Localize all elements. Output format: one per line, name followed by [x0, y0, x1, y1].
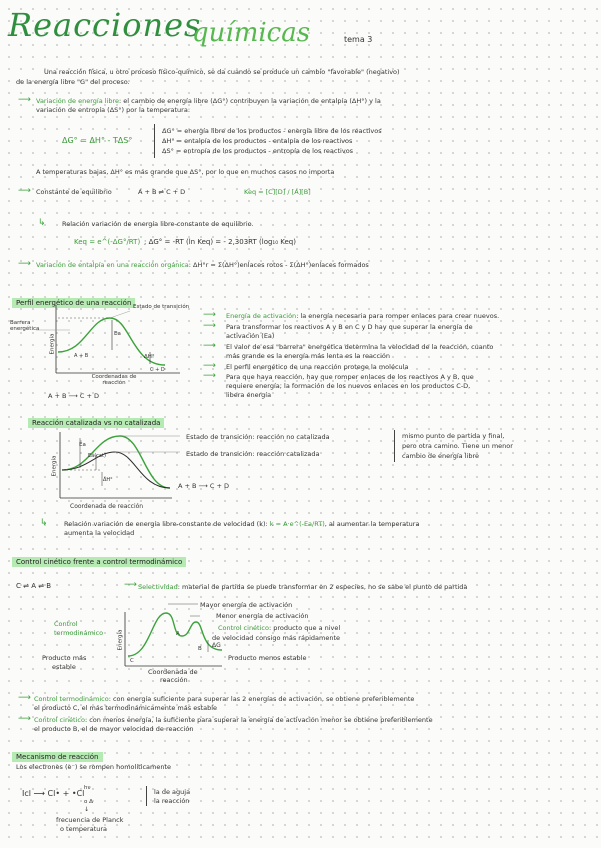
control-cinetico-text-2: de velocidad consigo más rápidamente: [212, 634, 340, 642]
gibbs-formula: ΔG° = ΔH° - TΔS°: [62, 136, 133, 145]
arrow-icon: ⟶: [203, 310, 216, 320]
energia-axis-label: Energía: [49, 333, 56, 355]
arrow-icon: ⟶: [18, 186, 31, 196]
variation-text-2: variación de entropía (ΔS°) por la temperatura:: [36, 106, 191, 114]
selectividad-text: : material de partida se puede transformar en 2 especies, no se sabe el punto de partida: [177, 583, 468, 591]
cat-energia-label: Energía: [51, 455, 58, 477]
arrow-icon: ⟶: [203, 371, 216, 381]
control-coord-1: Coordenada de: [148, 668, 198, 676]
cat-note-1: mismo punto de partida y final,: [402, 432, 505, 440]
rel2-text-c: , al aumentar la temperatura: [324, 520, 420, 528]
cinetico-term: Control cinético: [34, 716, 85, 724]
page-subtitle: químicas: [192, 18, 311, 48]
producto-menos-estable: Producto menos estable: [228, 654, 307, 662]
rel2-formula: k = A·e^(-Ea/RT): [267, 520, 325, 528]
arrow-icon: ⟶: [124, 580, 137, 590]
producto-estable-1: Producto más: [42, 654, 87, 662]
arrow-icon: ⟶: [18, 95, 31, 105]
variation-text-1: : el cambio de energía libre (ΔG°) contribuyen la variación de entalpía (ΔH°) y la: [119, 97, 381, 105]
cat-note-3: cambio de energía libre: [402, 452, 479, 460]
mecanismo-brace: [146, 786, 151, 806]
arrow-icon: ⟶: [18, 259, 31, 269]
cat-note-2: pero otra camino. Tiene un menor: [402, 442, 513, 450]
control-cinetico-text-1: : producto que a nivel: [268, 624, 341, 632]
frecuencia-label-1: frecuencia de Planck: [56, 816, 124, 824]
frecuencia-label-2: o temperatura: [60, 825, 108, 833]
arrow-icon: ⟶: [18, 714, 31, 724]
control-energia-label: Energía: [117, 629, 124, 651]
equilibrium-label: Constante de equilibrio: [36, 188, 112, 196]
ea-definition: : la energía necesaria para romper enlaces para crear nuevos.: [296, 312, 500, 320]
bullet-2a: Para transformar los reactivos A y B en C y D hay que superar la energía de: [226, 323, 473, 331]
termo-term: Control termodinámico: [34, 695, 109, 703]
coord-label: Coordenadas de reacción: [91, 374, 137, 386]
selectividad-term: Selectividad: [138, 583, 178, 591]
rel2-text-d: aumenta la velocidad: [64, 529, 135, 537]
perfil-reaction: A + B ⟶ C + D: [48, 392, 100, 400]
point-a-label: A: [176, 631, 180, 637]
entalpia-text: : ΔH°r = Σ(ΔH°)enlaces rotos - Σ(ΔH°)enlaces formados: [188, 261, 369, 269]
def-dh: ΔH° = entalpía de los productos - entalpía de los reactivos: [162, 137, 353, 145]
def-dg: ΔG° = energía libre de los productos - energía libre de los reactivos: [162, 127, 382, 135]
mecanismo-equation: Icl ⟶ Cl• + •Cl: [22, 789, 85, 798]
mecanismo-note-1: la de aguja: [154, 788, 191, 796]
control-cinetico-term: Control cinético: [218, 624, 269, 632]
hv-label: hν: [84, 785, 91, 791]
page-title: Reacciones: [8, 6, 202, 44]
point-c-label: C: [130, 658, 134, 664]
cat-estado-2: Estado de transición: reacción catalizada: [186, 450, 320, 458]
cat-eacat-label: Ea(cat): [88, 453, 106, 459]
bullet-4: El perfil energético de una reacción protege la molécula: [226, 363, 409, 371]
cat-reaction: A + B ⟶ C + D: [178, 482, 230, 490]
intro-line-2: de la energía libre "G" del proceso.: [16, 78, 130, 86]
barrera-label: Barrera energética: [10, 320, 40, 332]
arrow-icon: ⟶: [203, 341, 216, 351]
dg-rt-formula: ; ΔG° = -RT (ln Keq) = - 2,303RT (log₁₀ Keq): [144, 238, 296, 246]
arrow-icon: ↳: [38, 218, 46, 228]
arrow-icon: ⟶: [18, 693, 31, 703]
intro-line-1: Una reacción física, u otro proceso físico-químico, se da cuando se produce un cambio "favorable" (negativo): [44, 68, 400, 76]
keq-formula: Keq = [C][D] / [A][B]: [244, 188, 311, 196]
arrow-icon: ↳: [40, 518, 48, 528]
termo-text: : con energía suficiente para superar las 2 energías de activación, se obtiene preferiblemente: [108, 695, 415, 703]
arrow-icon: ⟶: [203, 361, 216, 371]
cat-coord-label: Coordenada de reacción: [70, 503, 144, 510]
bullet-5b: requiere energía; la formación de los nuevos enlaces en los productos C-D,: [226, 382, 471, 390]
def-ds: ΔS° = entropía de los productos - entropía de los reactivos: [162, 147, 354, 155]
ea-term: Energía de activación: [226, 312, 297, 320]
control-termo-2: termodinámico: [54, 629, 104, 637]
mecanismo-text: Los electrones (e⁻) se rompen homolíticamente: [16, 763, 172, 771]
mecanismo-note-2: la reacción: [154, 797, 190, 805]
bullet-5a: Para que haya reacción, hay que romper enlaces de los reactivos A y B, que: [226, 373, 474, 381]
mayor-ea-label: Mayor energía de activación: [200, 601, 293, 609]
relation1-text: Relación variación de energía libre-constante de equilibrio.: [62, 220, 254, 228]
control-termo-1: Control: [54, 620, 78, 628]
down-arrow-icon: ↓: [84, 806, 90, 813]
bullet-3a: El valor de esa "barrera" energética determina la velocidad de la reacción, cuanto: [226, 343, 494, 351]
catalizada-header: Reacción catalizada vs no catalizada: [28, 418, 164, 428]
ab-label: A + B: [74, 353, 89, 359]
cinetico-text: : con menos energía, la suficiente para superar la energía de activación menor se obtiene preferiblemente: [84, 716, 433, 724]
arrow-icon: ⟶: [203, 321, 216, 331]
dh-label: ΔH°: [144, 354, 155, 360]
low-temp-note: A temperaturas bajas, ΔH° es más grande que ΔS°, por lo que en muchos casos no importa: [36, 168, 335, 176]
equilibrium-equation: A + B ⇌ C + D: [138, 188, 186, 196]
delta-label: o Δ: [84, 799, 93, 805]
dg-label: ΔG: [212, 642, 221, 649]
cat-dh-label: ΔH°: [103, 477, 113, 483]
menor-ea-label: Menor energía de activación: [216, 612, 309, 620]
tema-label: tema 3: [344, 35, 373, 44]
cat-ea-label: Ea: [79, 442, 86, 448]
control-coord-2: reacción: [160, 676, 188, 684]
estado-transicion-label: Estado de transición: [133, 304, 190, 310]
keq-exp: Keq = e^(-ΔG°/RT): [74, 238, 141, 246]
termo-text-2: el producto C, el más termodinámicamente más estable: [34, 704, 218, 712]
cat-estado-1: Estado de transición: reacción no catalizada: [186, 433, 330, 441]
control-scheme: C ⇌ A ⇌ B: [16, 582, 52, 590]
variation-label: Variación de energía libre: [36, 97, 120, 105]
bullet-2b: activación (Ea): [226, 332, 275, 340]
cinetico-text-2: el producto B, el de mayor velocidad de reacción: [34, 725, 194, 733]
cd-label: C + D: [150, 367, 165, 373]
ea-label: Ea: [114, 331, 121, 337]
producto-estable-2: estable: [52, 663, 76, 671]
point-b-label: B: [198, 646, 202, 652]
mecanismo-header: Mecanismo de reacción: [12, 752, 103, 762]
rel2-text-a: Relación variación de energía libre-constante de velocidad (k):: [64, 520, 268, 528]
entalpia-label: Variación de entalpía en una reacción orgánica: [36, 261, 189, 269]
bullet-5c: libera energía: [226, 391, 272, 399]
perfil-header: Perfil energético de una reacción: [12, 298, 135, 308]
control-header: Control cinético frente a control termodinámico: [12, 557, 186, 567]
bullet-3b: más grande es la energía más lenta es la reacción: [226, 352, 390, 360]
